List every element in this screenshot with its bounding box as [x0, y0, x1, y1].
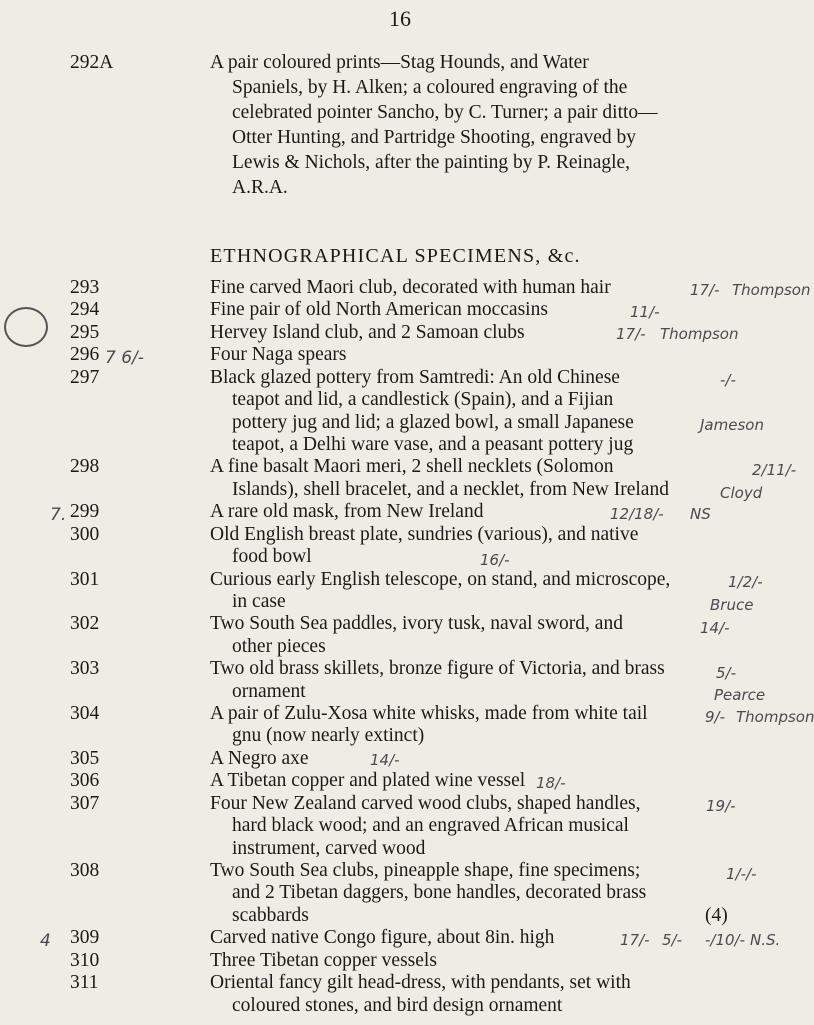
handwritten-price: 17/-: [690, 281, 720, 300]
lot-number: 311: [70, 972, 99, 994]
lot-number: 297: [70, 366, 100, 388]
handwritten-price: 5/-: [716, 664, 737, 683]
lot-description: A pair coloured prints—Stag Hounds, and Water Spaniels, by H. Alken; a coloured engraving of the celebrated pointer Sancho, by C. Turner; a pair ditto— Otter Hunting, and Partridge Shooting, engraved by Lewis & Nichols, after the painting by P. Reinagle, A.R.A.: [210, 52, 658, 198]
lot-number: 303: [70, 658, 100, 680]
lot-number: 299: [70, 501, 100, 523]
lot-number: 309: [70, 927, 100, 949]
lot-number: 292A: [70, 52, 114, 73]
handwritten-price: 11/-: [630, 303, 660, 322]
lot-number: 293: [70, 277, 100, 298]
handwritten-price: 5/-: [662, 931, 683, 950]
handwritten-margin-note: 7 6/-: [105, 347, 144, 368]
lot-number: 305: [70, 747, 100, 769]
lot-number: 308: [70, 860, 100, 882]
handwritten-buyer: N.S.: [750, 931, 781, 950]
handwritten-price: -/-: [720, 371, 736, 390]
handwritten-price: 1/2/-: [728, 573, 763, 592]
handwritten-price: 16/-: [480, 550, 510, 569]
handwritten-price: 14/-: [700, 619, 730, 638]
lot-number: 307: [70, 792, 100, 814]
handwritten-buyer: Thompson: [732, 281, 811, 300]
handwritten-price: 17/-: [620, 931, 650, 950]
handwritten-price: 17/-: [616, 325, 646, 344]
handwritten-price: 9/-: [705, 708, 726, 727]
lot-number: 306: [70, 770, 100, 792]
lot-number: 298: [70, 456, 100, 478]
handwritten-price: 18/-: [536, 774, 566, 793]
handwritten-price: 1/-/-: [726, 865, 757, 884]
handwritten-price: 2/11/-: [752, 461, 797, 480]
handwritten-buyer: Jameson: [700, 416, 764, 435]
margin-circle-mark: [4, 307, 48, 347]
lot-number: 310: [70, 949, 100, 971]
page-number: 16: [389, 6, 411, 31]
handwritten-price: 19/-: [706, 797, 736, 816]
handwritten-buyer: Thompson: [736, 708, 814, 727]
lot-number: 296: [70, 344, 100, 366]
handwritten-price: 14/-: [370, 751, 400, 770]
handwritten-margin-note: 7.: [50, 505, 67, 526]
handwritten-price: 12/18/-: [610, 505, 664, 524]
handwritten-price: -/10/-: [705, 931, 746, 950]
lot-number: 304: [70, 703, 100, 725]
section-title: ETHNOGRAPHICAL SPECIMENS, &c.: [210, 245, 581, 267]
lot-number: 294: [70, 299, 100, 321]
lot-number: 302: [70, 613, 100, 635]
lot-count: (4): [705, 904, 728, 926]
handwritten-buyer: Thompson: [660, 325, 739, 344]
lot-number: 301: [70, 568, 100, 590]
handwritten-buyer: Bruce: [710, 595, 754, 614]
lot-number: 300: [70, 523, 100, 545]
handwritten-margin-note: 4: [40, 931, 51, 952]
handwritten-buyer: NS: [690, 505, 711, 524]
handwritten-buyer: Pearce: [714, 685, 766, 704]
lot-number: 295: [70, 321, 100, 343]
handwritten-buyer: Cloyd: [720, 483, 763, 502]
